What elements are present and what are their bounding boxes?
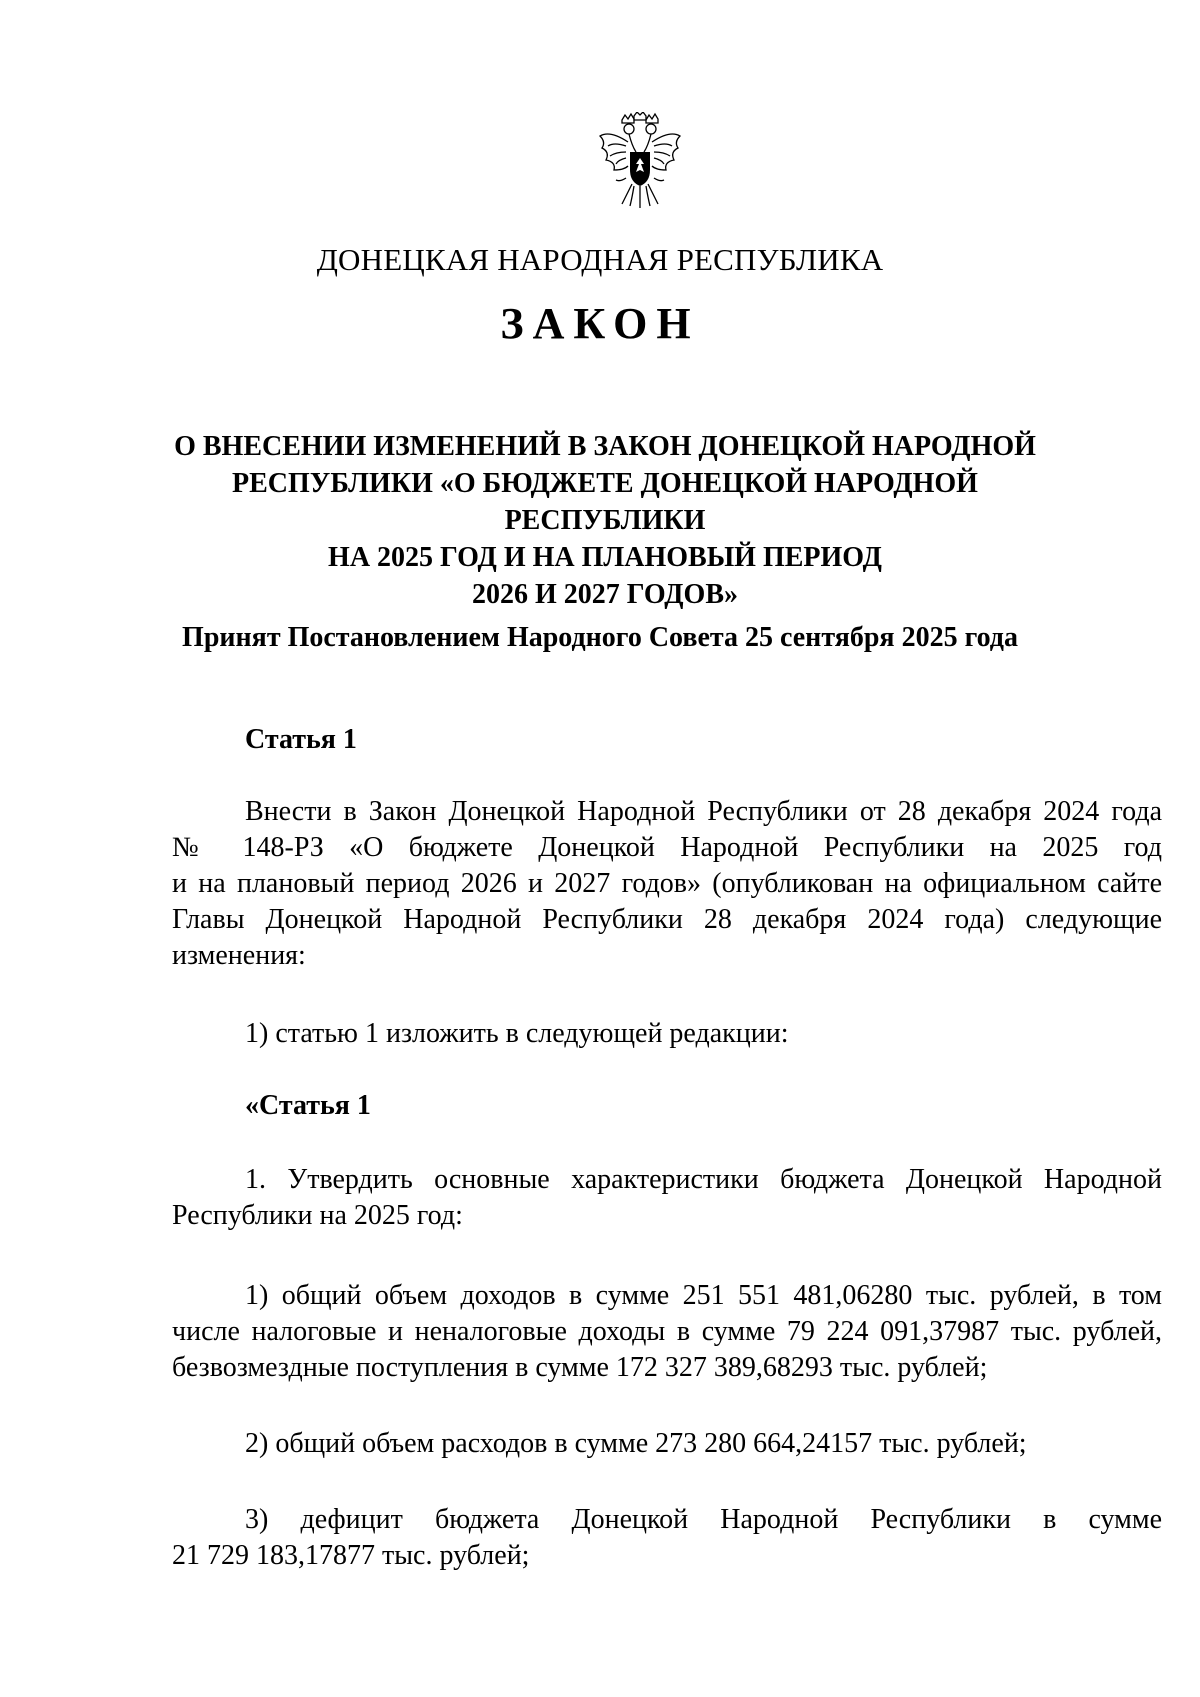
text-line: 1) статью 1 изложить в следующей редакции: bbox=[245, 1018, 789, 1049]
text-line: 1) общий объем доходов в сумме 251 551 481,06280 тыс. рублей, в том bbox=[245, 1280, 1162, 1311]
coat-of-arms-icon bbox=[596, 112, 684, 212]
item-1 bbox=[172, 1016, 1162, 1052]
subpoint-1 bbox=[172, 1278, 1162, 1386]
text-line: 1. Утвердить основные характеристики бюджета Донецкой Народной bbox=[245, 1164, 1162, 1195]
text-line: Главы Донецкой Народной Республики 28 декабря 2024 года) следующие bbox=[172, 904, 1162, 935]
text-line: Внести в Закон Донецкой Народной Республики от 28 декабря 2024 года bbox=[245, 796, 1162, 827]
text-line: Республики на 2025 год: bbox=[172, 1200, 463, 1231]
point-1 bbox=[172, 1162, 1162, 1234]
law-title-line: НА 2025 ГОД И НА ПЛАНОВЫЙ ПЕРИОД bbox=[328, 542, 882, 573]
text-line: и на плановый период 2026 и 2027 годов» (опубликован на официальном сайте bbox=[172, 868, 1162, 899]
intro-paragraph bbox=[172, 794, 1162, 974]
law-title-line: О ВНЕСЕНИИ ИЗМЕНЕНИЙ В ЗАКОН ДОНЕЦКОЙ НАРОДНОЙ bbox=[174, 431, 1036, 462]
subpoint-2 bbox=[172, 1426, 1162, 1462]
republic-name: ДОНЕЦКАЯ НАРОДНАЯ РЕСПУБЛИКА bbox=[316, 242, 884, 277]
document-type: ЗАКОН bbox=[500, 299, 700, 348]
text-line: безвозмездные поступления в сумме 172 327 389,68293 тыс. рублей; bbox=[172, 1352, 988, 1383]
text-line: 21 729 183,17877 тыс. рублей; bbox=[172, 1540, 530, 1571]
text-line: 2) общий объем расходов в сумме 273 280 664,24157 тыс. рублей; bbox=[245, 1428, 1027, 1459]
text-line: изменения: bbox=[172, 940, 306, 971]
quoted-article-heading: «Статья 1 bbox=[245, 1090, 371, 1121]
text-line: № 148-РЗ «О бюджете Донецкой Народной Республики на 2025 год bbox=[172, 832, 1162, 863]
text-line: числе налоговые и неналоговые доходы в сумме 79 224 091,37987 тыс. рублей, bbox=[172, 1316, 1162, 1347]
law-title-line: 2026 И 2027 ГОДОВ» bbox=[472, 579, 738, 610]
law-title-line: РЕСПУБЛИКИ «О БЮДЖЕТЕ ДОНЕЦКОЙ НАРОДНОЙ РЕСПУБЛИКИ bbox=[232, 468, 978, 536]
adoption-note: Принят Постановлением Народного Совета 25 сентября 2025 года bbox=[182, 622, 1018, 653]
article-heading: Статья 1 bbox=[245, 724, 357, 755]
text-line: 3) дефицит бюджета Донецкой Народной Республики в сумме bbox=[245, 1504, 1162, 1535]
law-title bbox=[160, 428, 1050, 613]
subpoint-3 bbox=[172, 1502, 1162, 1574]
